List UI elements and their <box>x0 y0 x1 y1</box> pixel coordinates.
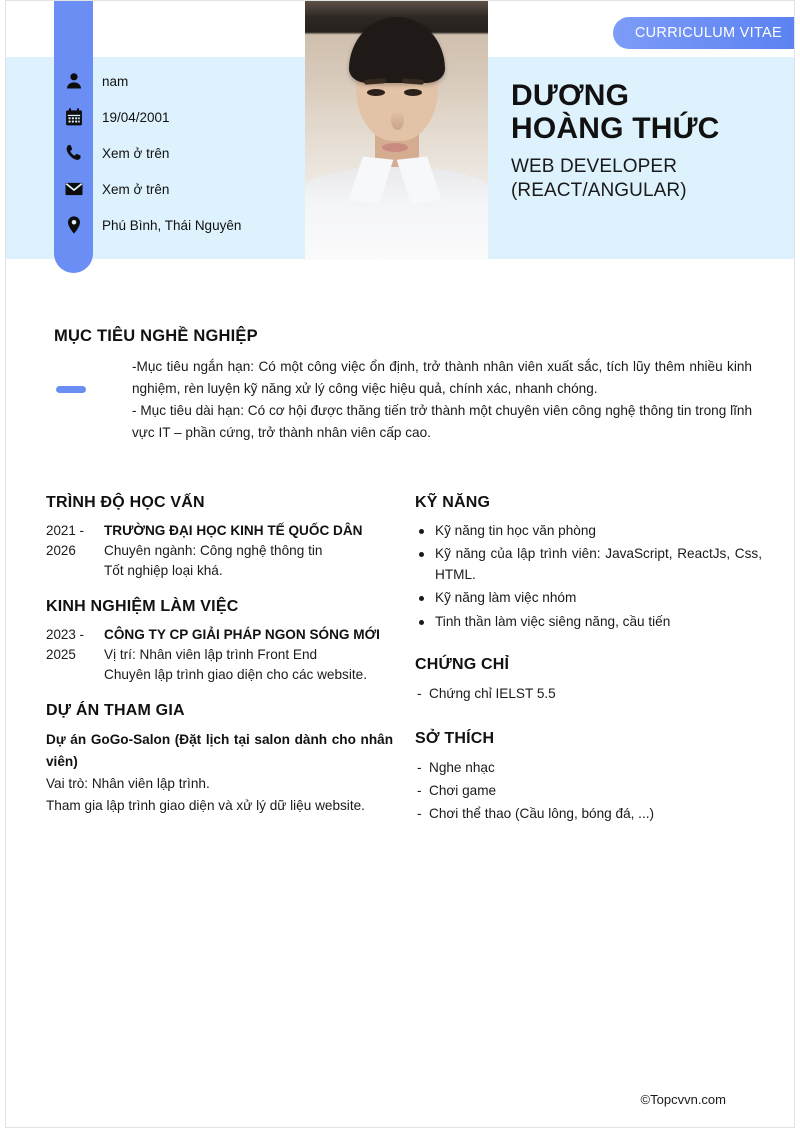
photo-eye-right <box>404 89 422 96</box>
education-date-line1: 2021 - <box>46 523 84 539</box>
experience-entry <box>46 625 393 686</box>
hobby-item: - Nghe nhạc <box>415 757 762 780</box>
experience-description <box>104 645 393 686</box>
hobbies-title: SỞ THÍCH <box>415 729 495 747</box>
education-entry-body <box>104 521 393 582</box>
experience-company-name: CÔNG TY CP GIẢI PHÁP NGON SÓNG MỚI <box>104 627 380 643</box>
education-description <box>104 541 393 582</box>
calendar-icon <box>58 107 90 127</box>
experience-title: KINH NGHIỆM LÀM VIỆC <box>46 598 239 616</box>
experience-duties: Chuyên lập trình giao diện cho các website. <box>104 667 367 683</box>
cv-page <box>5 0 795 1128</box>
section-hobbies <box>415 730 762 825</box>
photo-nose <box>391 110 404 130</box>
career-objective-text <box>132 356 752 444</box>
experience-date <box>46 625 104 686</box>
contact-value-phone: Xem ở trên <box>102 145 170 161</box>
skills-list <box>415 521 762 632</box>
person-icon <box>58 71 90 91</box>
education-date <box>46 521 104 582</box>
section-skills <box>415 494 762 632</box>
skill-item: Kỹ năng làm việc nhóm <box>415 588 762 608</box>
contact-row-birthdate <box>58 99 308 135</box>
spacer <box>415 712 762 730</box>
contact-row-email <box>58 171 308 207</box>
experience-date-line1: 2023 - <box>46 627 84 643</box>
contact-row-gender <box>58 63 308 99</box>
skills-title: KỸ NĂNG <box>415 494 491 512</box>
objective-accent-dash <box>56 386 86 393</box>
skill-item: Kỹ năng của lập trình viên: JavaScript, ReactJs, Css, HTML. <box>415 544 762 585</box>
project-name: Dự án GoGo-Salon (Đặt lịch tại salon dành cho nhân viên) <box>46 732 393 770</box>
certificate-item: - Chứng chỉ IELST 5.5 <box>415 683 762 706</box>
objective-short-term: -Mục tiêu ngắn hạn: Có một công việc ổn định, trở thành nhân viên xuất sắc, tích lũy thêm nhiều kinh nghiệm, rèn luyện kỹ năng xử lý công việc hiệu quả, chính xác, nhanh chóng. <box>132 359 752 397</box>
job-title-line1: WEB DEVELOPER <box>511 156 678 177</box>
education-date-line2: 2026 <box>46 543 76 559</box>
contact-value-email: Xem ở trên <box>102 181 170 197</box>
job-title-line2: (REACT/ANGULAR) <box>511 180 687 202</box>
certificates-title: CHỨNG CHỈ <box>415 656 510 674</box>
left-column <box>46 494 393 831</box>
hobbies-list <box>415 757 762 825</box>
section-experience <box>46 598 393 686</box>
contact-row-address <box>58 207 308 243</box>
project-description <box>46 773 393 817</box>
curriculum-vitae-badge <box>613 17 795 49</box>
section-education <box>46 494 393 582</box>
career-objective-title: MỤC TIÊU NGHỀ NGHIỆP <box>54 327 258 345</box>
certificates-list <box>415 683 762 706</box>
cv-header <box>6 1 794 275</box>
hobby-item: - Chơi game <box>415 780 762 803</box>
projects-title: DỰ ÁN THAM GIA <box>46 702 185 720</box>
project-role: Vai trò: Nhân viên lập trình. <box>46 776 210 792</box>
education-major: Chuyên ngành: Công nghệ thông tin <box>104 542 323 558</box>
hobby-item: - Chơi thể thao (Cầu lông, bóng đá, ...) <box>415 803 762 826</box>
section-certificates <box>415 656 762 706</box>
name-block <box>511 79 791 203</box>
contact-value-address: Phú Bình, Thái Nguyên <box>102 217 242 233</box>
contact-list <box>58 63 308 243</box>
experience-date-line2: 2025 <box>46 647 76 663</box>
contact-row-phone <box>58 135 308 171</box>
education-school-name: TRƯỜNG ĐẠI HỌC KINH TẾ QUỐC DÂN <box>104 523 363 539</box>
skill-item: Kỹ năng tin học văn phòng <box>415 521 762 541</box>
photo-hair <box>349 17 445 83</box>
candidate-name-line2: HOÀNG THỨC <box>511 112 720 145</box>
experience-position: Vị trí: Nhân viên lập trình Front End <box>104 646 318 662</box>
email-icon <box>58 179 90 199</box>
education-entry <box>46 521 393 582</box>
section-career-objective <box>6 275 794 444</box>
section-projects <box>46 702 393 817</box>
cv-body-columns <box>6 444 794 831</box>
phone-icon <box>58 143 90 163</box>
project-detail: Tham gia lập trình giao diện và xử lý dữ liệu website. <box>46 798 365 814</box>
objective-long-term: - Mục tiêu dài hạn: Có cơ hội được thăng tiến trở thành một chuyên viên công nghệ thông tin trong lĩnh vực IT – phần cứng, trở thành nhân viên cấp cao. <box>132 403 752 441</box>
right-column <box>415 494 762 831</box>
curriculum-vitae-badge-label: CURRICULUM VITAE <box>634 25 782 41</box>
job-title <box>511 155 791 203</box>
photo-eyebrow-right <box>402 78 424 85</box>
contact-value-birthdate: 19/04/2001 <box>102 109 170 125</box>
contact-value-gender: nam <box>102 73 129 89</box>
photo-shirt <box>305 167 488 260</box>
location-pin-icon <box>58 215 90 235</box>
spacer <box>415 638 762 656</box>
profile-photo <box>305 1 488 260</box>
education-grade: Tốt nghiệp loại khá. <box>104 563 223 579</box>
education-title: TRÌNH ĐỘ HỌC VẤN <box>46 494 205 512</box>
photo-eyebrow-left <box>363 78 385 85</box>
footer-credit: ©Topcvvn.com <box>640 1092 726 1107</box>
skill-item: Tinh thần làm việc siêng năng, cầu tiến <box>415 612 762 632</box>
experience-entry-body <box>104 625 393 686</box>
candidate-name-line1: DƯƠNG <box>511 79 630 112</box>
